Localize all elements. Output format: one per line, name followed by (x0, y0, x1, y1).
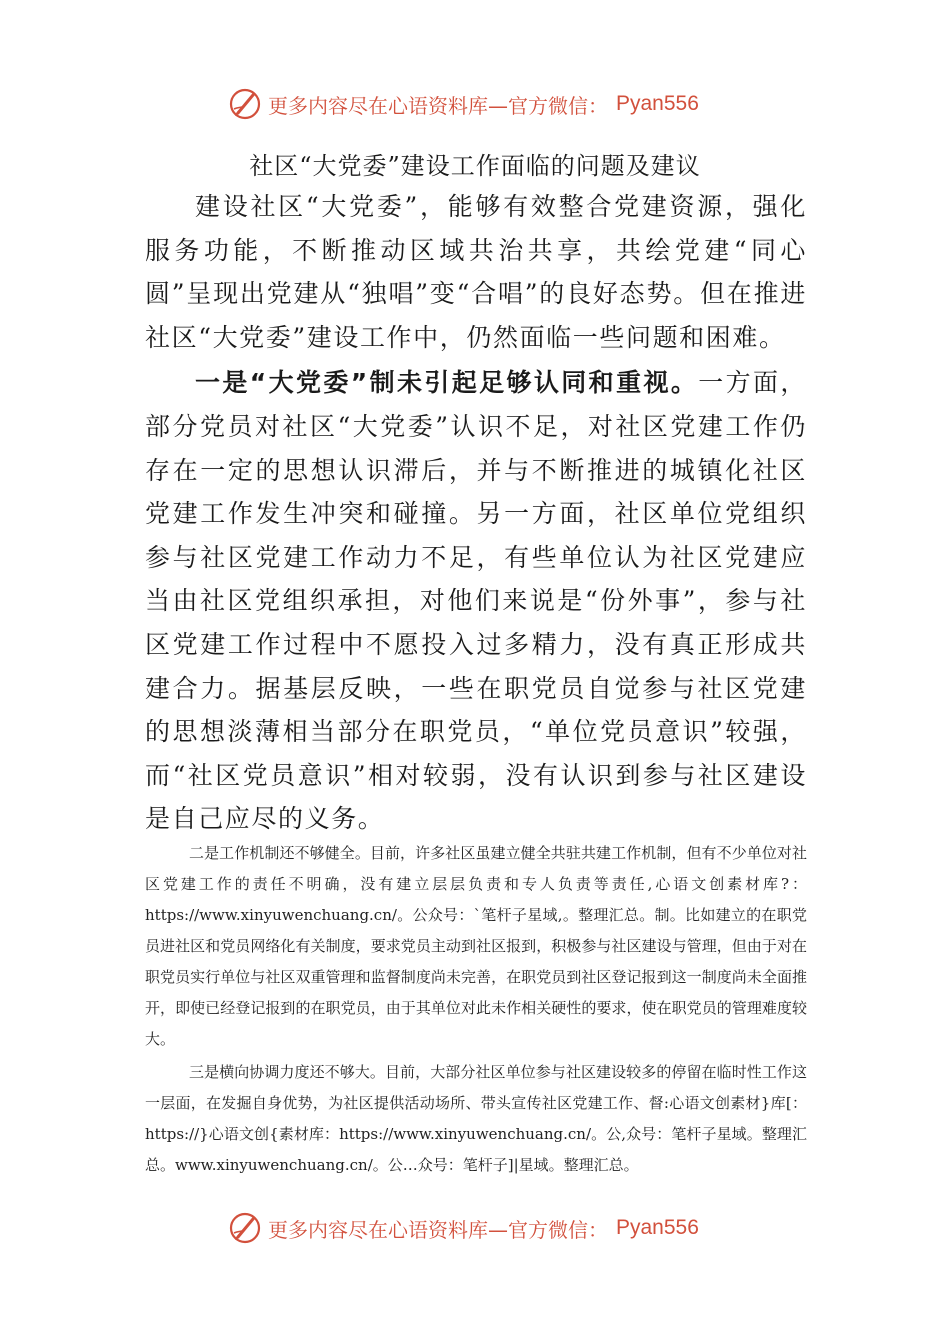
footer-banner (228, 1208, 699, 1248)
main-body (145, 185, 807, 841)
banner-text: 更多内容尽在心语资料库—官方微信： (268, 93, 608, 118)
document-title: 社区“大党委”建设工作面临的问题及建议 (249, 152, 701, 180)
banner-account: Pyan556 (616, 92, 699, 115)
point3-paragraph: 三是横向协调力度还不够大。目前，大部分社区单位参与社区建设较多的停留在临时性工作这一层面，在发掘自身优势，为社区提供活动场所、带头宣传社区党建工作、督:心语文创素材}库[：https://}心语文创{素材库：https://www.xinyuwenchuang.cn/。公,众号：笔杆子星域。整理汇总。www.xinyuwenchuang.cn/。公…众号：笔杆子]|星域。整理汇总。 (145, 1063, 807, 1174)
point1-heading: 一是“大党委”制未引起足够认同和重视。 (195, 368, 699, 398)
point1-body: 一方面，部分党员对社区“大党委”认识不足，对社区党建工作仍存在一定的思想认识滞后，并与不断推进的城镇化社区党建工作发生冲突和碰撞。另一方面，社区单位党组织参与社区党建工作动力不足，有些单位认为社区党建应当由社区党组织承担，对他们来说是“份外事”，参与社区党建工作过程中不愿投入过多精力，没有真正形成共建合力。据基层反映，一些在职党员自觉参与社区党建的思想淡薄相当部分在职党员，“单位党员意识”较强，而“社区党员意识”相对较弱，没有认识到参与社区建设是自己应尽的义务。 (145, 368, 807, 834)
pen-logo-icon (228, 1211, 262, 1245)
banner-text: 更多内容尽在心语资料库—官方微信： (268, 1217, 608, 1242)
intro-paragraph: 建设社区“大党委”，能够有效整合党建资源，强化服务功能，不断推动区域共治共享，共绘党建“同心圆”呈现出党建从“独唱”变“合唱”的良好态势。但在推进社区“大党委”建设工作中，仍然面临一些问题和困难。 (145, 192, 807, 352)
point1-paragraph (145, 361, 807, 841)
header-banner (228, 84, 699, 124)
point2-paragraph: 二是工作机制还不够健全。目前，许多社区虽建立健全共驻共建工作机制，但有不少单位对社区党建工作的责任不明确，没有建立层层负责和专人负责等责任,心语文创素材库?：https://www.xinyuwenchuang.cn/。公众号：`笔杆子星域,。整理汇总。制。比如建立的在职党员进社区和党员网络化有关制度，要求党员主动到社区报到，积极参与社区建设与管理，但由于对在职党员实行单位与社区双重管理和监督制度尚未完善，在职党员到社区登记报到这一制度尚未全面推开，即使已经登记报到的在职党员，由于其单位对此未作相关硬性的要求，使在职党员的管理难度较大。 (145, 844, 807, 1048)
pen-logo-icon (228, 87, 262, 121)
banner-account: Pyan556 (616, 1216, 699, 1239)
small-body (145, 838, 807, 1181)
